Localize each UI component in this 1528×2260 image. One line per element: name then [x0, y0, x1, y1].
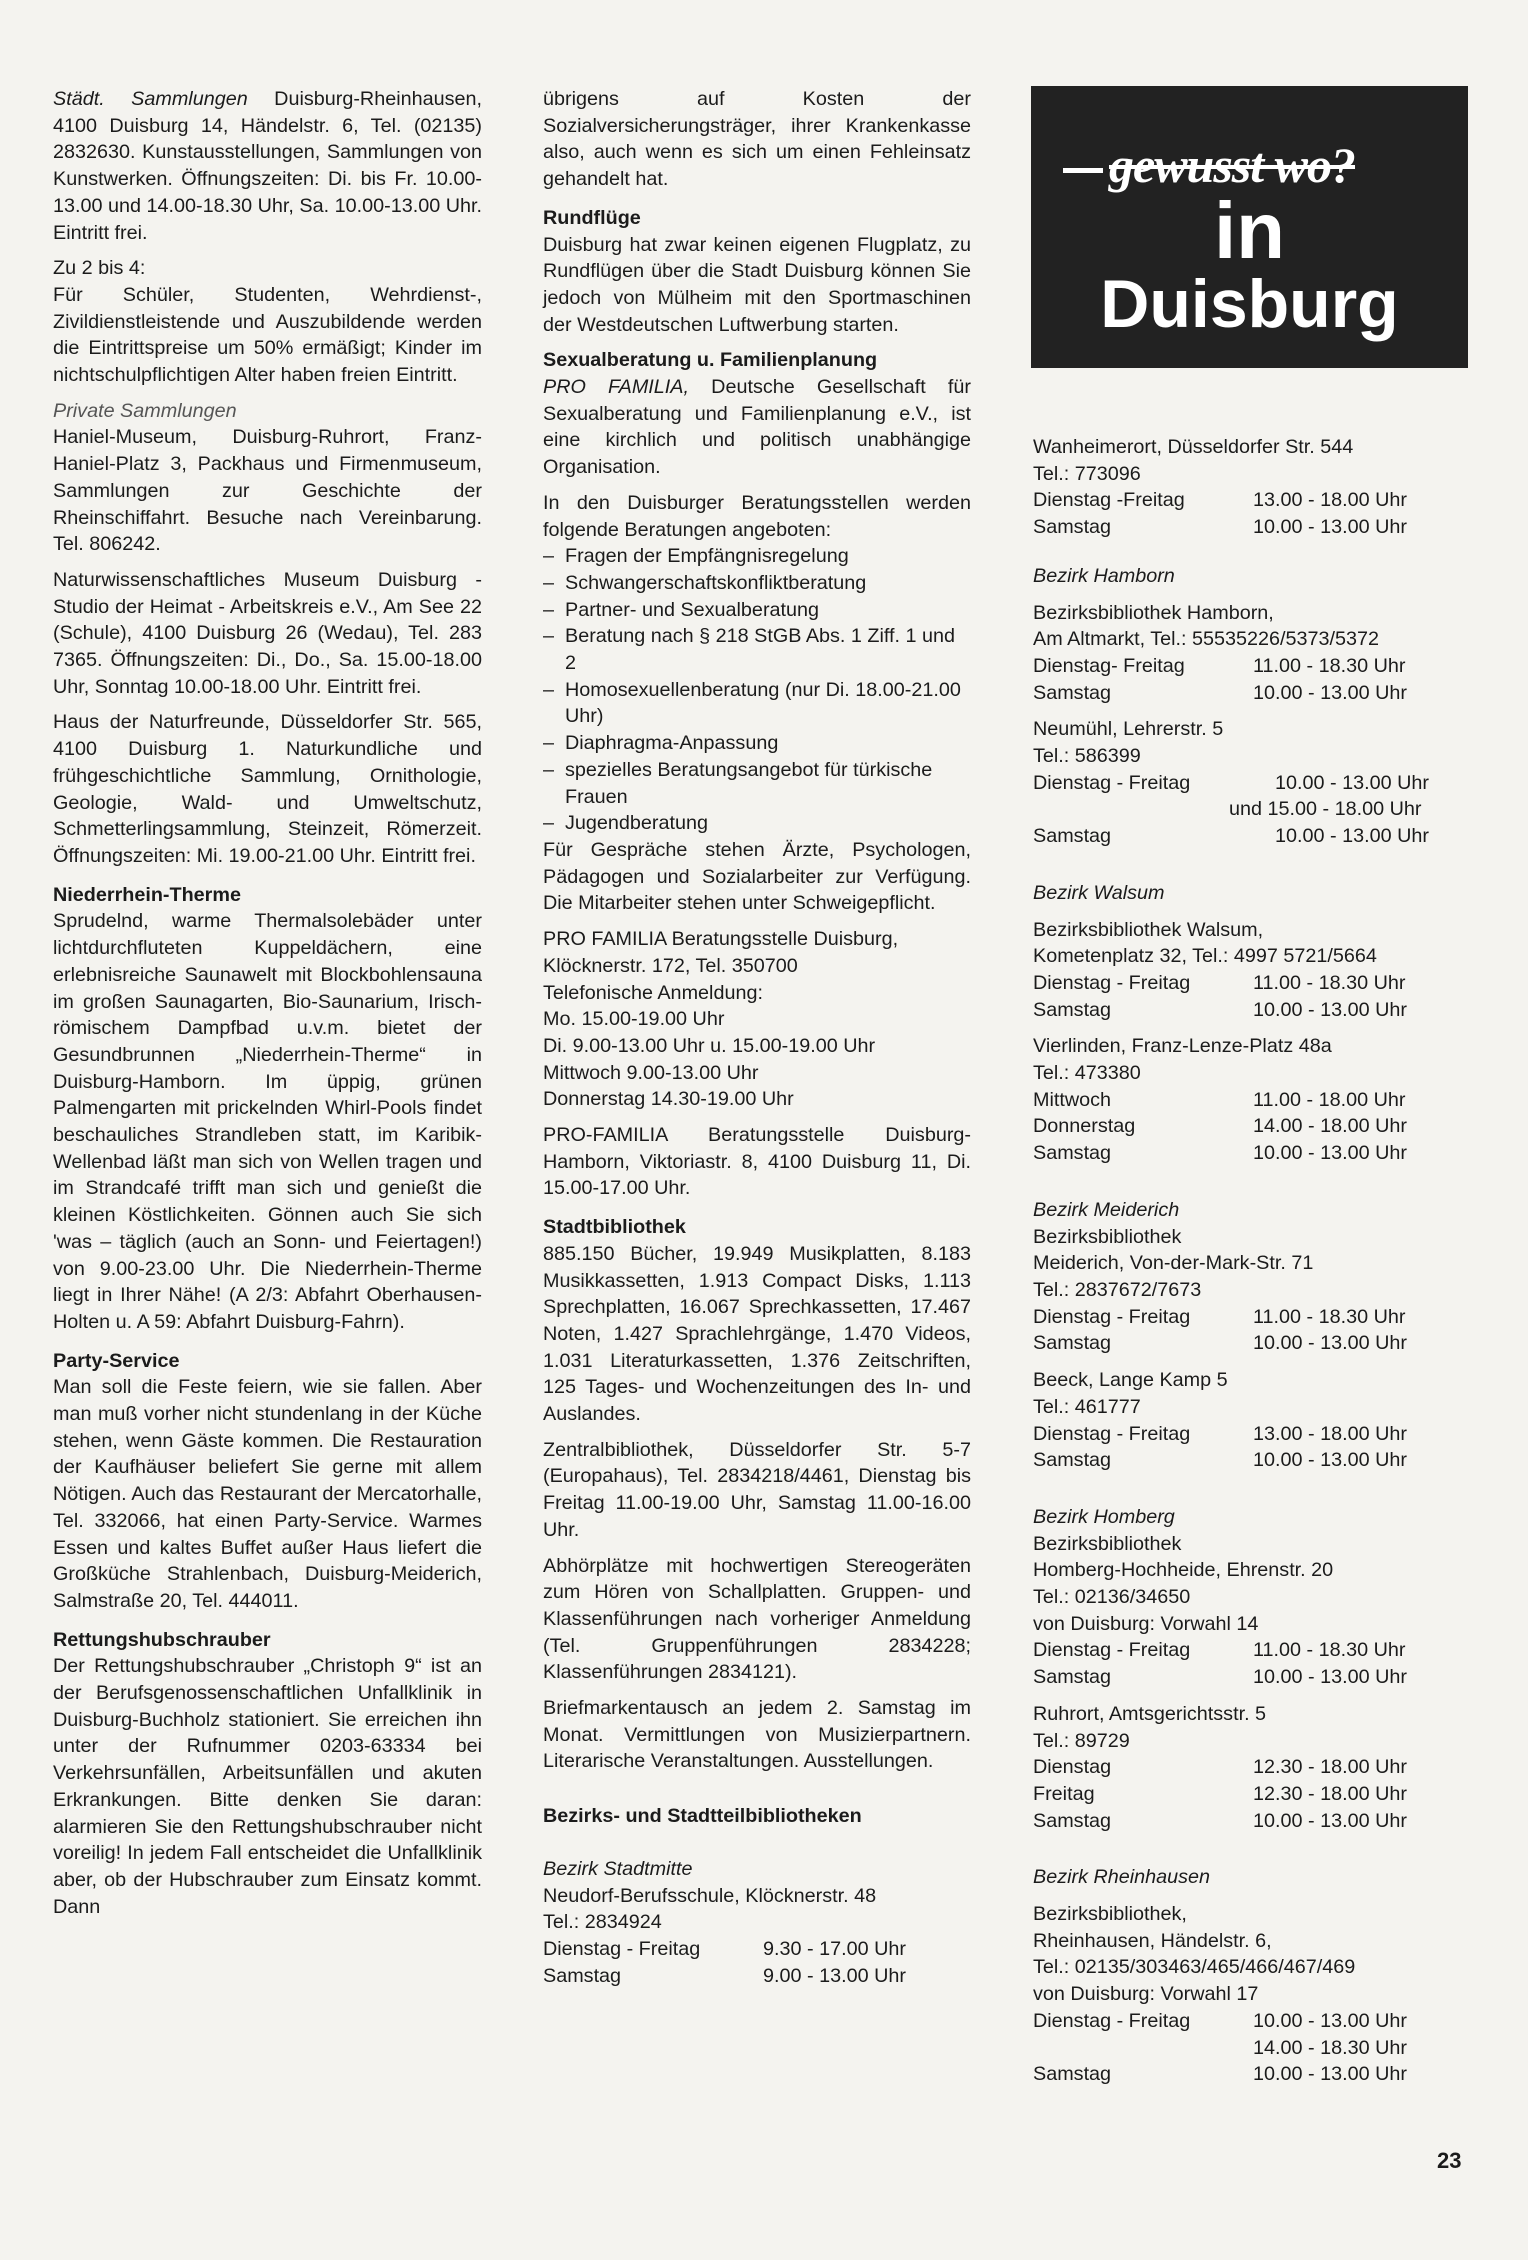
address-line: Meiderich, Von-der-Mark-Str. 71: [1033, 1252, 1314, 1275]
hours-time: 9.30 - 17.00 Uhr: [763, 1938, 906, 1960]
block-neumuehl: [1033, 716, 1463, 850]
paragraph-brief: Briefmarkentausch an jedem 2. Samstag im Monat. Vermittlungen von Musizierpartnern. Literarische Veranstaltungen. Ausstellungen.: [543, 1697, 971, 1773]
phone-line: Tel.: 473380: [1033, 1062, 1141, 1085]
hours-row: [1033, 487, 1463, 514]
address-line: Bezirksbibliothek,: [1033, 1903, 1187, 1926]
phone-line: Tel.: 461777: [1033, 1395, 1141, 1418]
hours-day: Samstag: [1033, 1449, 1112, 1472]
hours-row: [1033, 796, 1463, 823]
hours-row: [543, 1936, 971, 1963]
paragraph-zentral: Zentralbibliothek, Düsseldorfer Str. 5-7 (Europahaus), Tel. 2834218/4461, Dienstag bis Freitag 11.00-19.00 Uhr, Samstag 11.00-16.00 Uhr.: [543, 1438, 971, 1541]
hours-time: 11.00 - 18.30 Uhr: [1253, 1305, 1406, 1328]
list-item: – Fragen der Empfängnisregelung: [543, 543, 971, 570]
private-label: Private Sammlungen: [53, 399, 237, 422]
paragraph-stelle1: [543, 926, 971, 1113]
hours-day: Samstag: [1033, 1332, 1112, 1355]
phone-line: Tel.: 89729: [1033, 1729, 1130, 1752]
address-line: Bezirksbibliothek: [1033, 1532, 1182, 1555]
phone-line: von Duisburg: Vorwahl 17: [1033, 1983, 1259, 2006]
hours-day: Dienstag - Freitag: [1033, 971, 1191, 994]
banner-gewusst-wo: [1031, 86, 1468, 368]
hours-day: Samstag: [1033, 681, 1112, 704]
hours-day: [1033, 796, 1229, 823]
address-line: Am Altmarkt, Tel.: 55535226/5373/5372: [1033, 628, 1380, 651]
stelle1-line: Di. 9.00-13.00 Uhr u. 15.00-19.00 Uhr: [543, 1034, 876, 1057]
hours-time: 10.00 - 13.00 Uhr: [1253, 2063, 1407, 2086]
hours-row: [1033, 1754, 1463, 1781]
hours-day: Mittwoch: [1033, 1088, 1112, 1111]
hours-row: [1033, 1113, 1463, 1140]
address-line: Beeck, Lange Kamp 5: [1033, 1369, 1228, 1392]
address-line: Wanheimerort, Düsseldorfer Str. 544: [1033, 436, 1354, 458]
hours-time: 11.00 - 18.30 Uhr: [1253, 654, 1406, 677]
staedt-text: Duisburg-Rheinhausen, 4100 Duisburg 14, Händelstr. 6, Tel. (02135) 2832630. Kunstausstellungen, Sammlungen von Kunstwerken. Öffnungszeiten: Di. bis Fr. 10.00-13.00 und 14.00-18.30 Uhr, Sa. 10.00-13.00 Uhr. Eintritt frei.: [53, 88, 482, 244]
phone-line: Tel.: 02135/303463/465/466/467/469: [1033, 1956, 1356, 1979]
column-middle: [543, 86, 971, 1989]
phone-line: von Duisburg: Vorwahl 14: [1033, 1612, 1259, 1635]
hours-time: 10.00 - 13.00 Uhr: [1253, 1332, 1407, 1355]
hours-time: und 15.00 - 18.00 Uhr: [1229, 798, 1422, 821]
block-wanheimerort: [1033, 434, 1463, 541]
hours-time: 11.00 - 18.30 Uhr: [1253, 1639, 1406, 1662]
stelle1-line: PRO FAMILIA Beratungsstelle Duisburg,: [543, 928, 899, 951]
hours-day: Dienstag - Freitag: [1033, 2009, 1191, 2032]
paragraph-therme: Sprudelnd, warme Thermalsolebäder unter lichtdurchfluteten Kuppeldächern, eine erlebnisreiche Saunawelt mit Blockbohlensauna im großen Saunagarten, Bio-Saunarium, Irisch-römischem Dampfbad u.v.m. bietet der Gesundbrunnen „Niederrhein-Therme“ in Duisburg-Hamborn. Im üppig, grünen Palmengarten mit prickelnden Whirl-Pools findet beschauliches Strandleben statt, im Karibik-Wellenbad läßt man sich von Wellen tragen und im Strandcafé trifft man sich und genießt die kleinen Köstlichkeiten. Gönnen auch Sie sich 'was – täglich (auch an Sonn- und Feiertagen!) von 9.00-23.00 Uhr. Die Niederrhein-Therme liegt in Ihrer Nähe! (A 2/3: Abfahrt Oberhausen-Holten u. A 59: Abfahrt Duisburg-Fahrn).: [53, 910, 482, 1333]
hours-time: 10.00 - 13.00 Uhr: [1253, 2009, 1407, 2032]
label-walsum: Bezirk Walsum: [1033, 881, 1165, 904]
hours-day: Samstag: [543, 1964, 622, 1987]
stelle1-line: Klöcknerstr. 172, Tel. 350700: [543, 954, 798, 977]
hours-time: 9.00 - 13.00 Uhr: [763, 1964, 906, 1987]
stelle1-line: Telefonische Anmeldung:: [543, 981, 763, 1004]
block-vierlinden: [1033, 1033, 1463, 1167]
haniel-text: Haniel-Museum, Duisburg-Ruhrort, Franz-Haniel-Platz 3, Packhaus und Firmenmuseum, Sammlungen zur Geschichte der Rheinschiffahrt. Besuche nach Vereinbarung. Tel. 806242.: [53, 426, 482, 556]
hours-day: [1033, 2035, 1253, 2062]
hours-time: 10.00 - 13.00 Uhr: [1253, 1449, 1407, 1472]
list-item: – Diaphragma-Anpassung: [543, 730, 971, 757]
hours-row: [1033, 770, 1463, 797]
paragraph-natur-museum: Naturwissenschaftliches Museum Duisburg - Studio der Heimat - Arbeitskreis e.V., Am See 22 (Schule), 4100 Duisburg 26 (Wedau), Tel. 283 7365. Öffnungszeiten: Di., Do., Sa. 15.00-18.00 Uhr, Sonntag 10.00-18.00 Uhr. Eintritt frei.: [53, 568, 482, 698]
hours-day: Samstag: [1033, 998, 1112, 1021]
hours-row: [1033, 1330, 1463, 1357]
list-item: – Beratung nach § 218 StGB Abs. 1 Ziff. 1 und 2: [543, 623, 971, 676]
heading-bezirk: Bezirks- und Stadtteilbibliotheken: [543, 1805, 862, 1828]
paragraph-party: Man soll die Feste feiern, wie sie fallen. Aber man muß vorher nicht stundenlang in der Küche stehen, wenn Gäste kommen. Die Restauration der Kaufhäuser beliefert Sie gerne mit allem Nötigen. Auch das Restaurant der Mercatorhalle, Tel. 332066, hat einen Party-Service. Warmes Essen und kaltes Buffet außer Haus liefert die Großküche Strahlenbach, Duisburg-Meiderich, Salmstraße 20, Tel. 444011.: [53, 1376, 482, 1612]
phone-line: Tel.: 02136/34650: [1033, 1586, 1191, 1609]
paragraph-staedt-sammlungen: [53, 86, 482, 246]
paragraph-bib: 885.150 Bücher, 19.949 Musikplatten, 8.183 Musikkassetten, 1.913 Compact Disks, 1.113 Sprechplatten, 16.067 Sprechkassetten, 17.467 Noten, 1.427 Sprachlehrgänge, 1.470 Videos, 1.031 Literaturkassetten, 1.376 Zeitschriften, 125 Tages- und Wochenzeitungen des In- und Auslandes.: [543, 1242, 971, 1426]
block-beeck: [1033, 1367, 1463, 1474]
banner-bar: [1063, 168, 1103, 173]
paragraph-abhoer: Abhörplätze mit hochwertigen Stereogeräten zum Hören von Schallplatten. Gruppen- und Klassenführungen nach vorheriger Anmeldung (Tel. Gruppenführungen 2834228; Klassenführungen 2834121).: [543, 1554, 971, 1684]
list-item: – Jugendberatung: [543, 810, 971, 837]
hours-time: 10.00 - 13.00 Uhr: [1253, 998, 1407, 1021]
hours-time: 10.00 - 13.00 Uhr: [1253, 681, 1407, 704]
banner-in: in: [1213, 186, 1286, 275]
list-item: – Schwangerschaftskonfliktberatung: [543, 570, 971, 597]
block-ruhrort: [1033, 1701, 1463, 1835]
hours-time: 13.00 - 18.00 Uhr: [1253, 489, 1407, 512]
hours-row: [1033, 1421, 1463, 1448]
column-left: [53, 86, 482, 1929]
page-number: 23: [1437, 2148, 1462, 2173]
list-item: – Homosexuellenberatung (nur Di. 18.00-21.00 Uhr): [543, 677, 971, 730]
hours-day: Dienstag - Freitag: [543, 1938, 701, 1960]
hours-row: [1033, 653, 1463, 680]
hours-time: 10.00 - 13.00 Uhr: [1275, 771, 1429, 794]
address-line: Bezirksbibliothek Hamborn,: [1033, 601, 1274, 624]
label-homberg: Bezirk Homberg: [1033, 1505, 1175, 1528]
heading-therme: Niederrhein-Therme: [53, 883, 241, 906]
paragraph-pro-familia: [543, 374, 971, 481]
hours-day: Freitag: [1033, 1782, 1095, 1805]
hours-day: Dienstag - Freitag: [1033, 1305, 1191, 1328]
address-line: Vierlinden, Franz-Lenze-Platz 48a: [1033, 1035, 1332, 1058]
column-right: [1033, 434, 1463, 2088]
zu2-text: Für Schüler, Studenten, Wehrdienst-, Zivildienstleistende und Auszubildende werden die Eintrittspreise um 50% ermäßigt; Kinder im nichtschulpflichtigen Alter haben freien Eintritt.: [53, 283, 482, 387]
hours-time: 11.00 - 18.30 Uhr: [1253, 971, 1406, 994]
hours-row: [1033, 1637, 1463, 1664]
block-hamborn: [1033, 600, 1463, 707]
hours-day: Samstag: [1033, 516, 1112, 539]
hours-day: Dienstag - Freitag: [1033, 1422, 1191, 1445]
hours-time: 10.00 - 13.00 Uhr: [1253, 1666, 1407, 1689]
banner-city: Duisburg: [1100, 266, 1399, 342]
hours-row: [1033, 1781, 1463, 1808]
hours-time: 13.00 - 18.00 Uhr: [1253, 1422, 1407, 1445]
hours-row: [1033, 1304, 1463, 1331]
hours-day: Dienstag -Freitag: [1033, 489, 1185, 512]
hours-day: Dienstag - Freitag: [1033, 1639, 1191, 1662]
paragraph-heli: Der Rettungshubschrauber „Christoph 9“ ist an der Berufsgenossenschaftlichen Unfallklinik in Duisburg-Buchholz stationiert. Sie erreichen ihn unter der Rufnummer 0203-63334 bei Verkehrsunfällen, Arbeitsunfällen und akuten Erkrankungen. Bitte denken Sie daran: alarmieren Sie den Rettungshubschrauber nicht voreilig! In jedem Fall entscheidet die Unfallklinik aber, ob der Hubschrauber zum Einsatz kommt. Dann: [53, 1655, 482, 1918]
heading-rundfluege: Rundflüge: [543, 206, 641, 229]
hours-row: [1033, 970, 1463, 997]
hours-row: [1033, 2035, 1463, 2062]
phone-line: Tel.: 2837672/7673: [1033, 1278, 1202, 1301]
paragraph-stelle2: PRO-FAMILIA Beratungsstelle Duisburg-Hamborn, Viktoriastr. 8, 4100 Duisburg 11, Di. 15.00-17.00 Uhr.: [543, 1124, 971, 1200]
hours-day: Samstag: [1033, 2063, 1112, 2086]
banner-tag-text: gewusst wo?: [1109, 137, 1356, 193]
hours-day: Samstag: [1033, 1142, 1112, 1165]
hours-day: Donnerstag: [1033, 1115, 1136, 1138]
paragraph-zu2: [53, 255, 482, 389]
address-line: Bezirksbibliothek: [1033, 1225, 1182, 1248]
hours-day: Samstag: [1033, 825, 1112, 848]
address-line: Neumühl, Lehrerstr. 5: [1033, 718, 1224, 741]
hours-row: [543, 1963, 971, 1990]
label-rheinhausen: Bezirk Rheinhausen: [1033, 1866, 1211, 1889]
address-line: Ruhrort, Amtsgerichtsstr. 5: [1033, 1702, 1267, 1725]
staedt-label: Städt. Sammlungen: [53, 88, 248, 110]
list-item: – Partner- und Sexualberatung: [543, 597, 971, 624]
label-stadtmitte: Bezirk Stadtmitte: [543, 1857, 693, 1880]
paragraph-gespraeche: Für Gespräche stehen Ärzte, Psychologen, Pädagogen und Sozialarbeiter zur Verfügung. Die Mitarbeiter stehen unter Schweigepflicht.: [543, 838, 971, 915]
heading-party: Party-Service: [53, 1349, 180, 1372]
hours-row: [1033, 2061, 1463, 2088]
hours-time: 14.00 - 18.00 Uhr: [1253, 1115, 1407, 1138]
hours-time: 10.00 - 13.00 Uhr: [1253, 1809, 1407, 1832]
address-line: Rheinhausen, Händelstr. 6,: [1033, 1929, 1272, 1952]
hours-row: [1033, 823, 1463, 850]
hours-day: Dienstag - Freitag: [1033, 771, 1191, 794]
hours-row: [1033, 1140, 1463, 1167]
phone-line: Tel.: 586399: [1033, 745, 1141, 768]
hours-row: [1033, 680, 1463, 707]
paragraph-beratung-intro: In den Duisburger Beratungsstellen werden folgende Beratungen angeboten:: [543, 491, 971, 541]
hours-row: [1033, 514, 1463, 541]
zu2-label: Zu 2 bis 4:: [53, 257, 146, 280]
hours-row: [1033, 1664, 1463, 1691]
paragraph-rundfluege: Duisburg hat zwar keinen eigenen Flugplatz, zu Rundflügen über die Stadt Duisburg können Sie jedoch von Mülheim mit den Sportmaschinen der Westdeutschen Luftwerbung starten.: [543, 233, 971, 336]
phone-line: Tel.: 2834924: [543, 1911, 662, 1934]
block-rheinhausen: [1033, 1901, 1463, 2088]
stelle1-line: Mo. 15.00-19.00 Uhr: [543, 1008, 725, 1031]
label-hamborn: Bezirk Hamborn: [1033, 564, 1175, 587]
stelle1-line: Donnerstag 14.30-19.00 Uhr: [543, 1088, 794, 1111]
hours-time: 12.30 - 18.00 Uhr: [1253, 1782, 1407, 1805]
list-item: – spezielles Beratungsangebot für türkische Frauen: [543, 757, 971, 810]
heading-heli: Rettungshubschrauber: [53, 1628, 271, 1651]
block-homberg: [1033, 1531, 1463, 1691]
hours-day: Dienstag- Freitag: [1033, 654, 1185, 677]
pf-text: Deutsche Gesellschaft für Sexualberatung und Familienplanung e.V., ist eine kirchlich und politisch unabhängige Organisation.: [543, 376, 971, 479]
hours-row: [1033, 1087, 1463, 1114]
address-line: Bezirksbibliothek Walsum,: [1033, 918, 1264, 941]
hours-day: Samstag: [1033, 1666, 1112, 1689]
address-line: Kometenplatz 32, Tel.: 4997 5721/5664: [1033, 945, 1377, 968]
beratung-list: [543, 543, 971, 837]
address-line: Homberg-Hochheide, Ehrenstr. 20: [1033, 1559, 1334, 1582]
phone-line: Tel.: 773096: [1033, 462, 1141, 485]
address-line: Neudorf-Berufsschule, Klöcknerstr. 48: [543, 1884, 877, 1907]
label-meiderich: Bezirk Meiderich: [1033, 1198, 1180, 1221]
block-walsum: [1033, 917, 1463, 1024]
hours-row: [1033, 997, 1463, 1024]
paragraph-haniel: [53, 398, 482, 558]
heading-stadtbibliothek: Stadtbibliothek: [543, 1216, 686, 1239]
hours-time: 10.00 - 13.00 Uhr: [1275, 825, 1429, 848]
hours-row: [1033, 1447, 1463, 1474]
hours-day: Dienstag: [1033, 1756, 1112, 1779]
paragraph-continued: übrigens auf Kosten der Sozialversicherungsträger, ihrer Krankenkasse also, auch wenn es sich um einen Fehleinsatz gehandelt hat.: [543, 88, 971, 191]
hours-time: 11.00 - 18.00 Uhr: [1253, 1088, 1406, 1111]
hours-time: 14.00 - 18.30 Uhr: [1253, 2036, 1407, 2059]
hours-time: 10.00 - 13.00 Uhr: [1253, 516, 1407, 539]
hours-row: [1033, 1808, 1463, 1835]
block-neudorf: [543, 1883, 971, 1990]
hours-day: Samstag: [1033, 1809, 1112, 1832]
paragraph-haus-naturfreunde: Haus der Naturfreunde, Düsseldorfer Str. 565, 4100 Duisburg 1. Naturkundliche und frühgeschichtliche Sammlung, Ornithologie, Geologie, Wald- und Umweltschutz, Schmetterlingsammlung, Steinzeit, Römerzeit. Öffnungszeiten: Mi. 19.00-21.00 Uhr. Eintritt frei.: [53, 711, 482, 867]
hours-time: 12.30 - 18.00 Uhr: [1253, 1756, 1407, 1779]
pf-label: PRO FAMILIA,: [543, 376, 689, 399]
block-meiderich: [1033, 1224, 1463, 1358]
hours-row: [1033, 2008, 1463, 2035]
hours-time: 10.00 - 13.00 Uhr: [1253, 1142, 1407, 1165]
stelle1-line: Mittwoch 9.00-13.00 Uhr: [543, 1061, 759, 1084]
heading-sexualberatung: Sexualberatung u. Familienplanung: [543, 349, 878, 372]
